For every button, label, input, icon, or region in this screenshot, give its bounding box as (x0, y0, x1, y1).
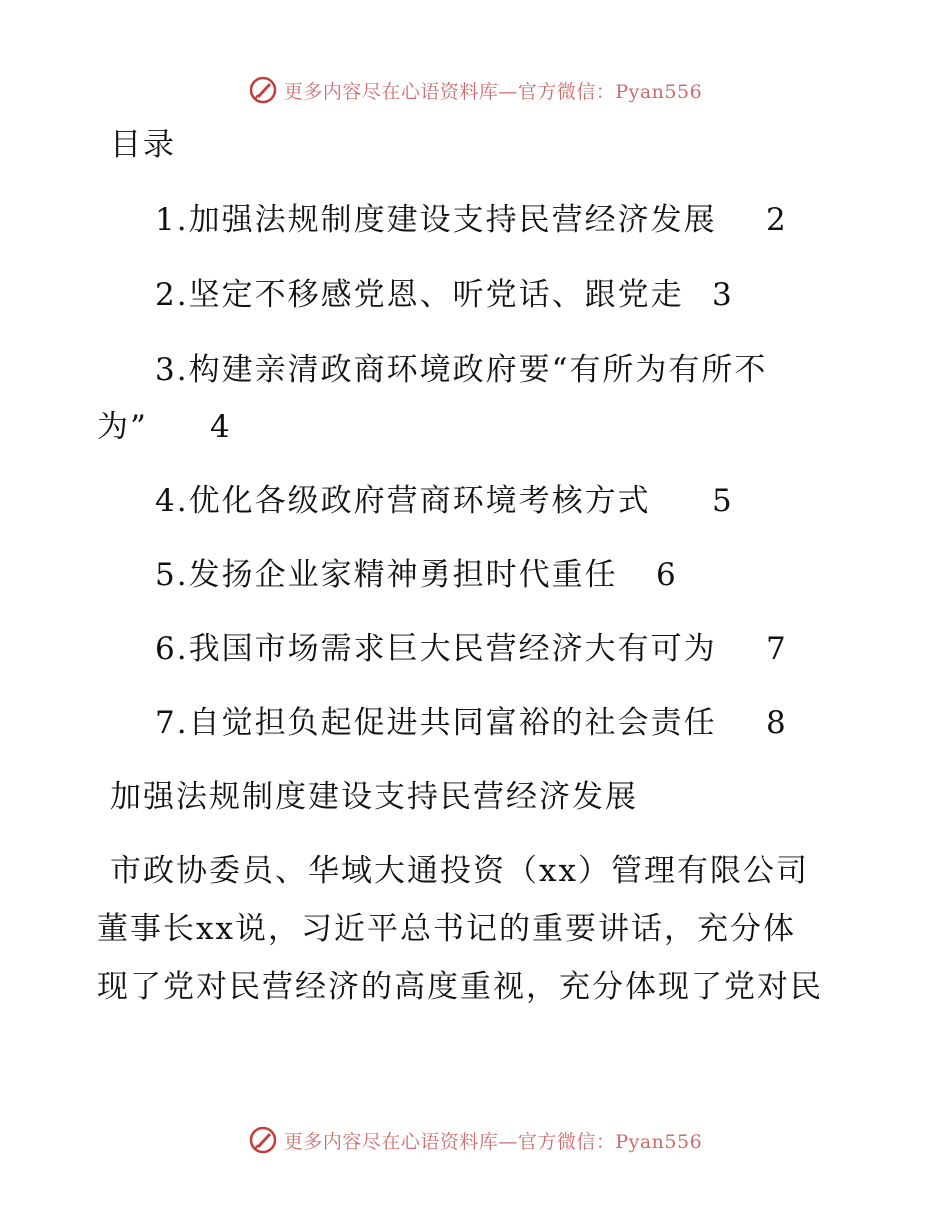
toc-item-5[interactable]: 5.发扬企业家精神勇担时代重任 (155, 557, 618, 593)
toc-item-3-page: 4 (210, 409, 230, 445)
toc-item-5-page: 6 (656, 557, 676, 593)
toc-item-7[interactable]: 7.自觉担负起促进共同富裕的社会责任 (155, 705, 717, 741)
toc-item-1[interactable]: 1.加强法规制度建设支持民营经济发展 (155, 202, 717, 238)
footer-banner (0, 1120, 950, 1160)
footer-banner-text: 更多内容尽在心语资料库—官方微信：Pyan556 (283, 1130, 703, 1153)
toc-item-7-page: 8 (766, 705, 786, 741)
header-banner (0, 70, 950, 110)
quill-logo-icon (248, 1125, 278, 1155)
quill-logo-icon (248, 75, 278, 105)
toc-item-6-page: 7 (766, 631, 786, 667)
toc-item-4-page: 5 (712, 483, 732, 519)
toc-item-2-page: 3 (712, 277, 732, 313)
section-heading: 加强法规制度建设支持民营经济发展 (110, 779, 638, 815)
toc-title: 目录 (110, 127, 176, 163)
toc-item-2[interactable]: 2.坚定不移感党恩、听党话、跟党走 (155, 277, 684, 313)
toc-item-1-page: 2 (766, 202, 786, 238)
toc-item-4[interactable]: 4.优化各级政府营商环境考核方式 (155, 483, 651, 519)
toc-item-6[interactable]: 6.我国市场需求巨大民营经济大有可为 (155, 631, 717, 667)
paragraph-line-3: 现了党对民营经济的高度重视，充分体现了党对民 (97, 969, 823, 1005)
toc-item-3[interactable]: 3.构建亲清政商环境政府要“有所为有所不 (155, 352, 768, 388)
paragraph-line-1: 市政协委员、华域大通投资（xx）管理有限公司 (110, 853, 809, 889)
paragraph-line-2: 董事长xx说，习近平总书记的重要讲话，充分体 (97, 911, 796, 947)
header-banner-text: 更多内容尽在心语资料库—官方微信：Pyan556 (283, 80, 703, 103)
toc-item-3-continuation[interactable]: 为” (97, 409, 148, 445)
